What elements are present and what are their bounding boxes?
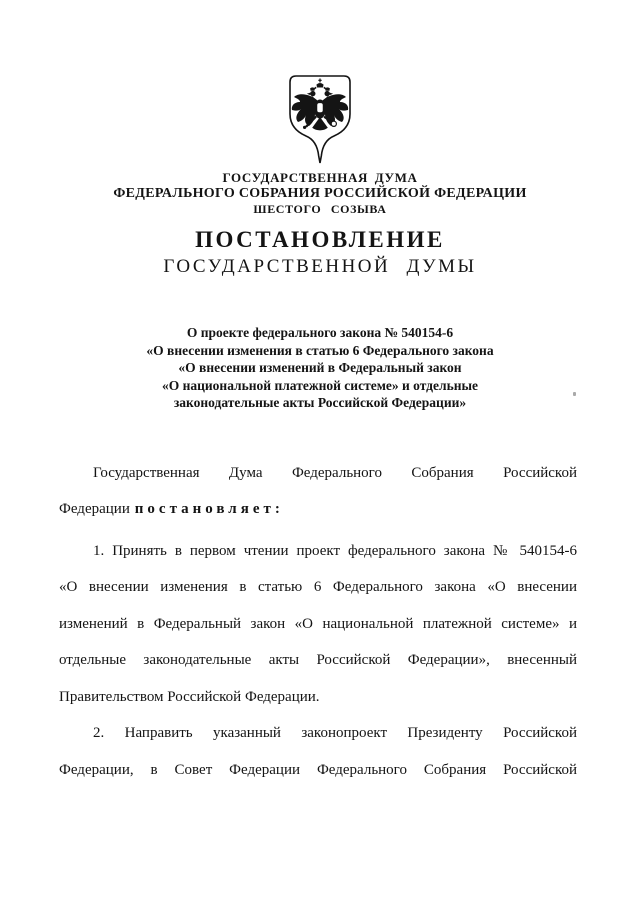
org-name-line-1: ГОСУДАРСТВЕННАЯ ДУМА xyxy=(222,170,418,185)
item-1-paragraph xyxy=(59,533,577,716)
body-line: Федерации, в Совет Федерации Федерального Собрания Российской xyxy=(59,761,577,778)
body-line: Государственная Дума Федерального Собрания Российской xyxy=(93,464,577,481)
intro-word: Федерации xyxy=(59,501,130,517)
resolves-keyword: постановляет: xyxy=(134,501,284,517)
subject-line: «О внесении изменений в Федеральный закон xyxy=(178,360,462,375)
body-line: отдельные законодательные акты Российской Федерации», внесенный xyxy=(59,652,577,668)
org-name-line-2: ФЕДЕРАЛЬНОГО СОБРАНИЯ РОССИЙСКОЙ ФЕДЕРАЦИИ xyxy=(113,186,527,201)
doc-type-line-1: ПОСТАНОВЛЕНИЕ xyxy=(195,227,445,252)
subject-line: «О внесении изменения в статью 6 Федерального закона xyxy=(146,342,494,358)
subject-line: О проекте федерального закона № 540154-6 xyxy=(186,325,454,340)
body-line: изменений в Федеральный закон «О национальной платежной системе» и xyxy=(59,615,577,632)
subject-line: «О национальной платежной системе» и отдельные xyxy=(161,377,479,393)
doc-type-line-2: ГОСУДАРСТВЕННОЙ ДУМЫ xyxy=(163,256,477,277)
org-convocation-line: ШЕСТОГО СОЗЫВА xyxy=(253,202,387,216)
coat-of-arms-icon xyxy=(287,74,353,166)
document-type-title xyxy=(0,226,640,281)
body-line: «О внесении изменения в статью 6 Федерального закона «О внесении xyxy=(59,579,577,595)
resolution-body xyxy=(59,455,577,789)
organization-header xyxy=(0,170,640,217)
body-line: Правительством Российской Федерации. xyxy=(59,688,320,705)
item-2-paragraph xyxy=(59,715,577,788)
scan-artifact-speck xyxy=(573,392,576,396)
body-line xyxy=(59,491,577,528)
body-line: 2. Направить указанный законопроект Президенту Российской xyxy=(93,725,577,741)
intro-paragraph xyxy=(59,455,577,528)
subject-heading xyxy=(0,324,640,412)
body-line: 1. Принять в первом чтении проект федерального закона № 540154-6 xyxy=(93,542,577,559)
subject-line: законодательные акты Российской Федерации» xyxy=(173,395,467,410)
